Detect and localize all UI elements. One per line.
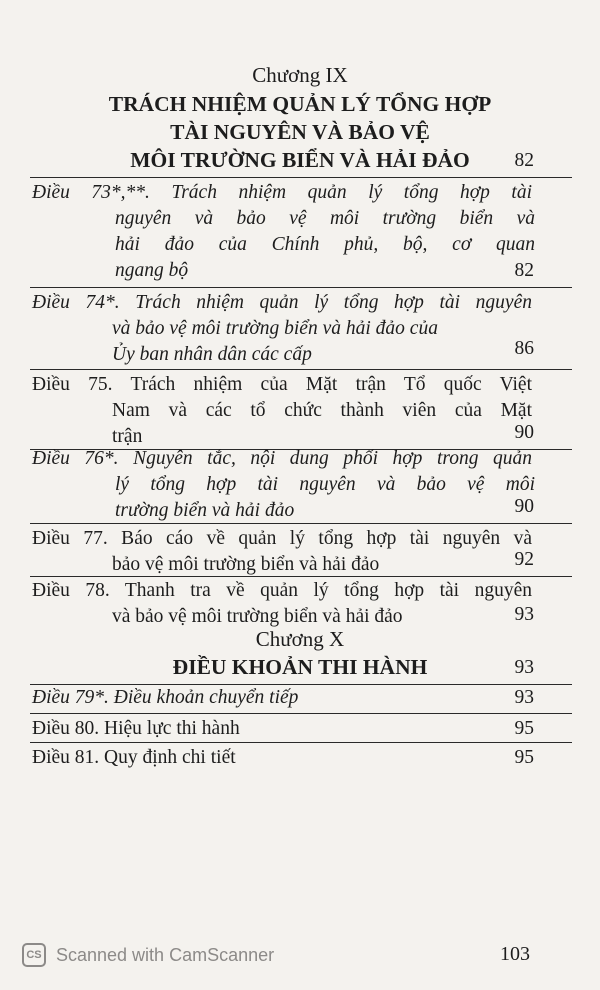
camscanner-logo-icon: CS (22, 943, 46, 967)
chapter-9-title-line-2: TÀI NGUYÊN VÀ BẢO VỆ (170, 120, 430, 144)
entry-75-page: 90 (514, 422, 534, 443)
entry-73-line-4: ngang bộ (115, 260, 189, 281)
camscanner-watermark (22, 943, 274, 967)
entry-74-line-3: Ủy ban nhân dân các cấp (112, 344, 312, 365)
entry-80: Điều 80. Hiệu lực thi hành (32, 718, 240, 739)
separator-line (30, 177, 572, 178)
entry-73-line-2: nguyên và bảo vệ môi trường biển và (115, 208, 535, 229)
separator-line (30, 576, 572, 577)
entry-73-line-3: hải đảo của Chính phủ, bộ, cơ quan (115, 234, 535, 255)
entry-73-line-1: Điều 73*,**. Trách nhiệm quản lý tổng hợp tài (32, 182, 532, 203)
entry-75-line-3: trận (112, 426, 143, 447)
chapter-9-title-line-1: TRÁCH NHIỆM QUẢN LÝ TỔNG HỢP (108, 92, 492, 116)
chapter-10-page: 93 (514, 657, 534, 678)
entry-73-page: 82 (514, 260, 534, 281)
entry-76-line-3: trường biển và hải đảo (115, 500, 295, 521)
entry-77-page: 92 (514, 549, 534, 570)
entry-81: Điều 81. Quy định chi tiết (32, 747, 236, 768)
separator-line (30, 523, 572, 524)
entry-75-line-1: Điều 75. Trách nhiệm của Mặt trận Tổ quốc Việt (32, 374, 532, 395)
entry-80-page: 95 (514, 718, 534, 739)
entry-74-line-1: Điều 74*. Trách nhiệm quản lý tổng hợp tài nguyên (32, 292, 532, 313)
separator-line (30, 742, 572, 743)
chapter-9-title-line-3: MÔI TRƯỜNG BIỂN VÀ HẢI ĐẢO (130, 148, 470, 172)
page-number: 103 (500, 943, 530, 965)
entry-74-line-2: và bảo vệ môi trường biển và hải đảo của (112, 318, 438, 339)
entry-77-line-1: Điều 77. Báo cáo về quản lý tổng hợp tài nguyên và (32, 528, 532, 549)
chapter-9-label: Chương IX (252, 63, 348, 87)
entry-78-line-2: và bảo vệ môi trường biển và hải đảo (112, 606, 403, 627)
entry-74-page: 86 (514, 338, 534, 359)
chapter-9-page: 82 (514, 150, 534, 171)
entry-76-line-1: Điều 76*. Nguyên tắc, nội dung phối hợp trong quản (32, 448, 532, 469)
separator-line (30, 713, 572, 714)
separator-line (30, 287, 572, 288)
entry-76-line-2: lý tổng hợp tài nguyên và bảo vệ môi (115, 474, 535, 495)
entry-79: Điều 79*. Điều khoản chuyển tiếp (32, 687, 299, 708)
chapter-10-title: ĐIỀU KHOẢN THI HÀNH (172, 655, 428, 679)
entry-78-line-1: Điều 78. Thanh tra về quản lý tổng hợp tài nguyên (32, 580, 532, 601)
entry-77-line-2: bảo vệ môi trường biển và hải đảo (112, 554, 380, 575)
chapter-10-label: Chương X (255, 627, 345, 651)
entry-78-page: 93 (514, 604, 534, 625)
entry-81-page: 95 (514, 747, 534, 768)
camscanner-text: Scanned with CamScanner (56, 944, 275, 965)
entry-75-line-2: Nam và các tổ chức thành viên của Mặt (112, 400, 532, 421)
entry-79-page: 93 (514, 687, 534, 708)
separator-line (30, 369, 572, 370)
entry-76-page: 90 (514, 496, 534, 517)
